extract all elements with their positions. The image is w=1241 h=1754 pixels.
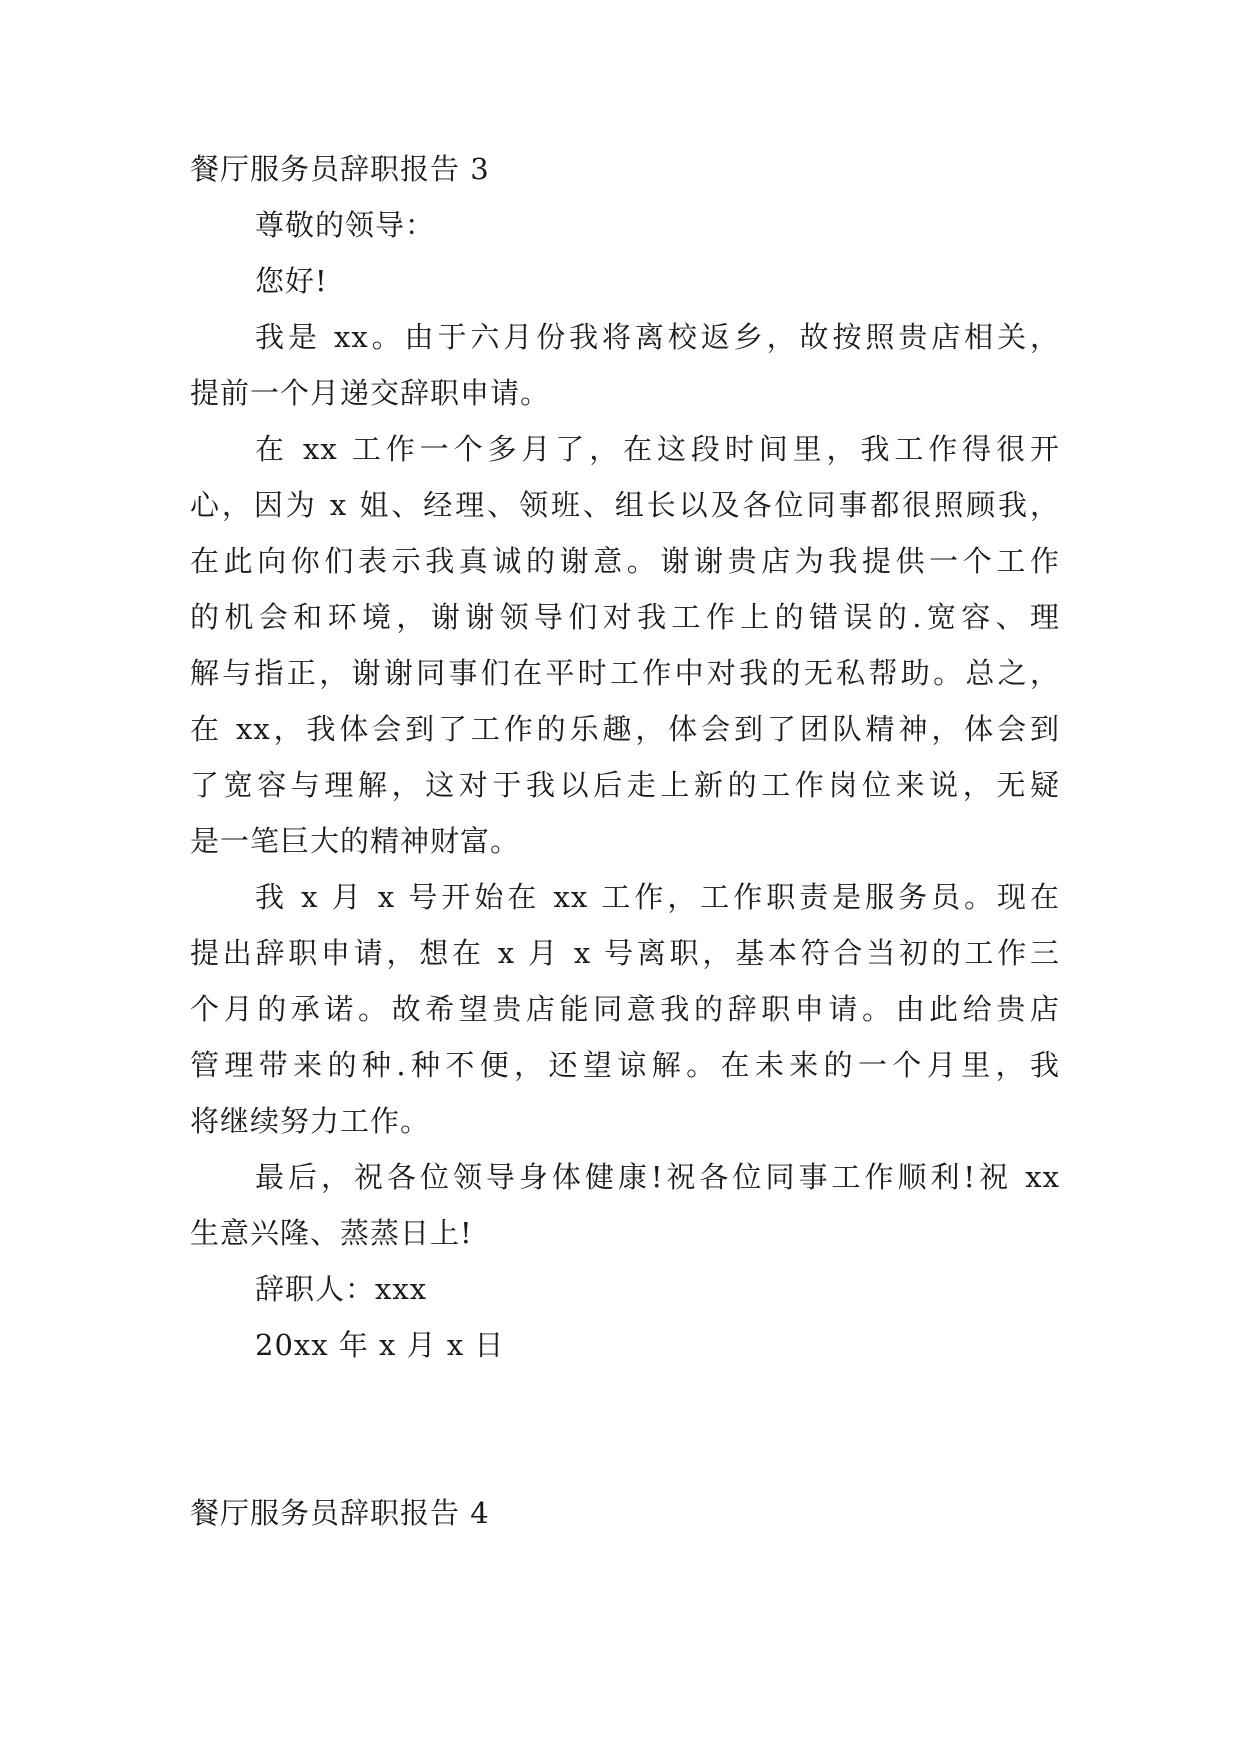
signer: 辞职人：xxx	[255, 1272, 428, 1306]
paragraph-line: 在 xx 工作一个多月了，在这段时间里，我工作得很开	[255, 432, 1060, 466]
paragraph-line: 个月的承诺。故希望贵店能同意我的辞职申请。由此给贵店	[190, 992, 1060, 1026]
document-title: 餐厅服务员辞职报告 3	[190, 152, 490, 186]
paragraph-line: 管理带来的种.种不便，还望谅解。在未来的一个月里，我	[190, 1048, 1060, 1082]
paragraph-line: 是一笔巨大的精神财富。	[190, 824, 521, 858]
paragraph-line: 我 x 月 x 号开始在 xx 工作，工作职责是服务员。现在	[255, 880, 1060, 914]
paragraph-line: 在 xx，我体会到了工作的乐趣，体会到了团队精神，体会到	[190, 712, 1060, 746]
paragraph-line: 提前一个月递交辞职申请。	[190, 376, 551, 410]
date: 20xx 年 x 月 x 日	[255, 1328, 505, 1362]
paragraph-line: 生意兴隆、蒸蒸日上!	[190, 1216, 473, 1250]
paragraph-line: 解与指正，谢谢同事们在平时工作中对我的无私帮助。总之，	[190, 656, 1060, 690]
salutation: 尊敬的领导：	[255, 208, 436, 242]
paragraph-line: 在此向你们表示我真诚的谢意。谢谢贵店为我提供一个工作	[190, 544, 1060, 578]
paragraph-line: 将继续努力工作。	[190, 1104, 431, 1138]
paragraph-line: 我是 xx。由于六月份我将离校返乡，故按照贵店相关，	[255, 320, 1060, 354]
next-section-title: 餐厅服务员辞职报告 4	[190, 1496, 490, 1530]
paragraph-line: 提出辞职申请，想在 x 月 x 号离职，基本符合当初的工作三	[190, 936, 1060, 970]
paragraph-line: 心，因为 x 姐、经理、领班、组长以及各位同事都很照顾我，	[190, 488, 1060, 522]
greeting: 您好!	[255, 264, 328, 298]
paragraph-line: 最后，祝各位领导身体健康!祝各位同事工作顺利!祝 xx	[255, 1160, 1060, 1194]
paragraph-line: 的机会和环境，谢谢领导们对我工作上的错误的.宽容、理	[190, 600, 1060, 634]
paragraph-line: 了宽容与理解，这对于我以后走上新的工作岗位来说，无疑	[190, 768, 1060, 802]
